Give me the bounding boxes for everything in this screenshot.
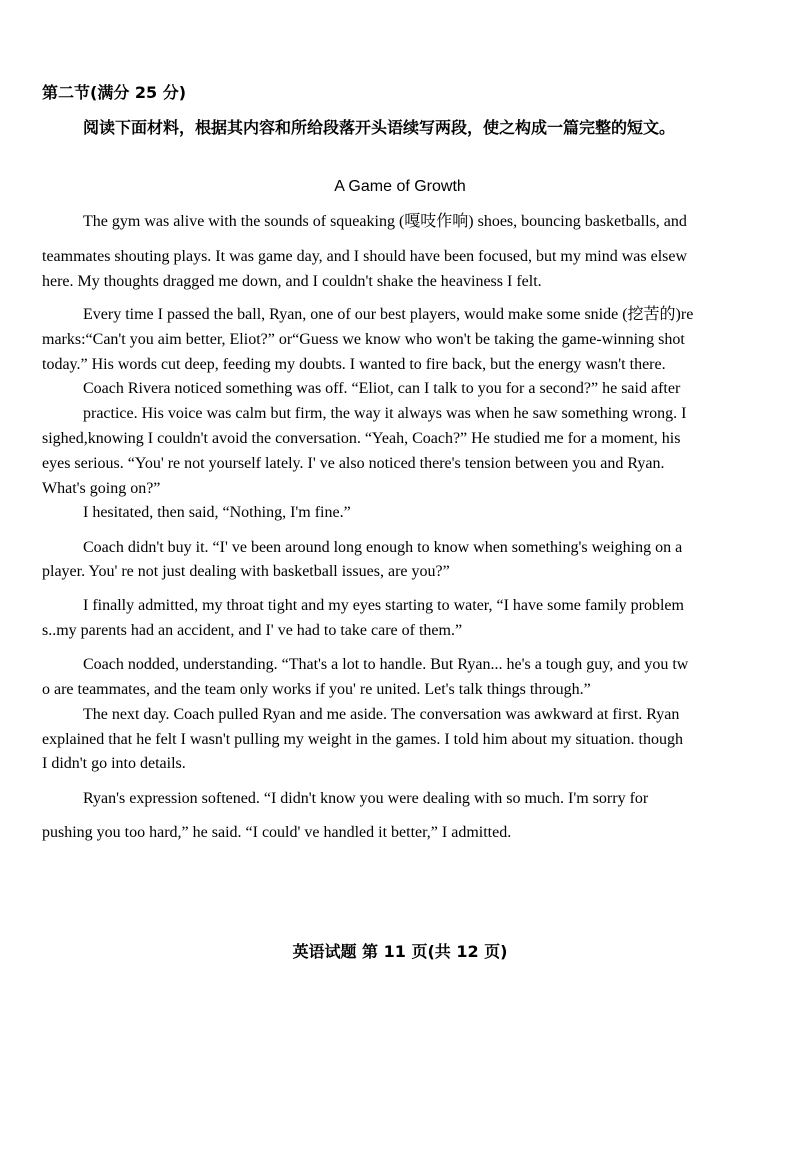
passage-line: Coach didn't buy it. “I' ve been around long enough to know when something's weighing on a xyxy=(83,539,683,556)
passage-line: here. My thoughts dragged me down, and I couldn't shake the heaviness I felt. xyxy=(42,273,542,290)
passage-line: eyes serious. “You' re not yourself lately. I' ve also noticed there's tension between you and Ryan. xyxy=(42,455,665,472)
task-instruction: 阅读下面材料，根据其内容和所给段落开头语续写两段，使之构成一篇完整的短文。 xyxy=(83,118,676,137)
passage-line: Coach nodded, understanding. “That's a lot to handle. But Ryan... he's a tough guy, and you tw xyxy=(83,656,689,673)
passage-line: o are teammates, and the team only works if you' re united. Let's talk things through.” xyxy=(42,681,591,698)
passage-line: pushing you too hard,” he said. “I could' ve handled it better,” I admitted. xyxy=(42,824,512,841)
passage-line: What's going on?” xyxy=(42,480,161,497)
passage-line: marks:“Can't you aim better, Eliot?” or“Guess we know who won't be taking the game-winning shot xyxy=(42,331,685,348)
section-title: 第二节(满分 25 分) xyxy=(42,83,187,102)
passage-line: sighed,knowing I couldn't avoid the conversation. “Yeah, Coach?” He studied me for a moment, his xyxy=(42,430,681,447)
passage-line: practice. His voice was calm but firm, the way it always was when he saw something wrong. I xyxy=(83,405,687,422)
passage-line: Ryan's expression softened. “I didn't know you were dealing with so much. I'm sorry for xyxy=(83,790,649,807)
page-footer: 英语试题 第 11 页(共 12 页) xyxy=(292,942,508,961)
passage-line: today.” His words cut deep, feeding my doubts. I wanted to fire back, but the energy wasn't there. xyxy=(42,356,666,373)
passage-line: I hesitated, then said, “Nothing, I'm fine.” xyxy=(83,504,351,521)
passage-line: teammates shouting plays. It was game day, and I should have been focused, but my mind was elsew xyxy=(42,248,688,265)
passage-line: s..my parents had an accident, and I' ve had to take care of them.” xyxy=(42,622,463,639)
passage-line: I didn't go into details. xyxy=(42,755,186,772)
passage-line: The next day. Coach pulled Ryan and me aside. The conversation was awkward at first. Ryan xyxy=(83,706,680,723)
passage-title: A Game of Growth xyxy=(334,178,466,195)
passage-line: I finally admitted, my throat tight and my eyes starting to water, “I have some family problem xyxy=(83,597,684,614)
passage-line: Every time I passed the ball, Ryan, one of our best players, would make some snide (挖苦的)re xyxy=(83,306,694,323)
passage-line: explained that he felt I wasn't pulling my weight in the games. I told him about my situation. though xyxy=(42,731,683,748)
passage-line: The gym was alive with the sounds of squeaking (嘎吱作响) shoes, bouncing basketballs, and xyxy=(83,213,687,230)
passage-line: Coach Rivera noticed something was off. “Eliot, can I talk to you for a second?” he said after xyxy=(83,380,681,397)
passage-line: player. You' re not just dealing with basketball issues, are you?” xyxy=(42,563,450,580)
